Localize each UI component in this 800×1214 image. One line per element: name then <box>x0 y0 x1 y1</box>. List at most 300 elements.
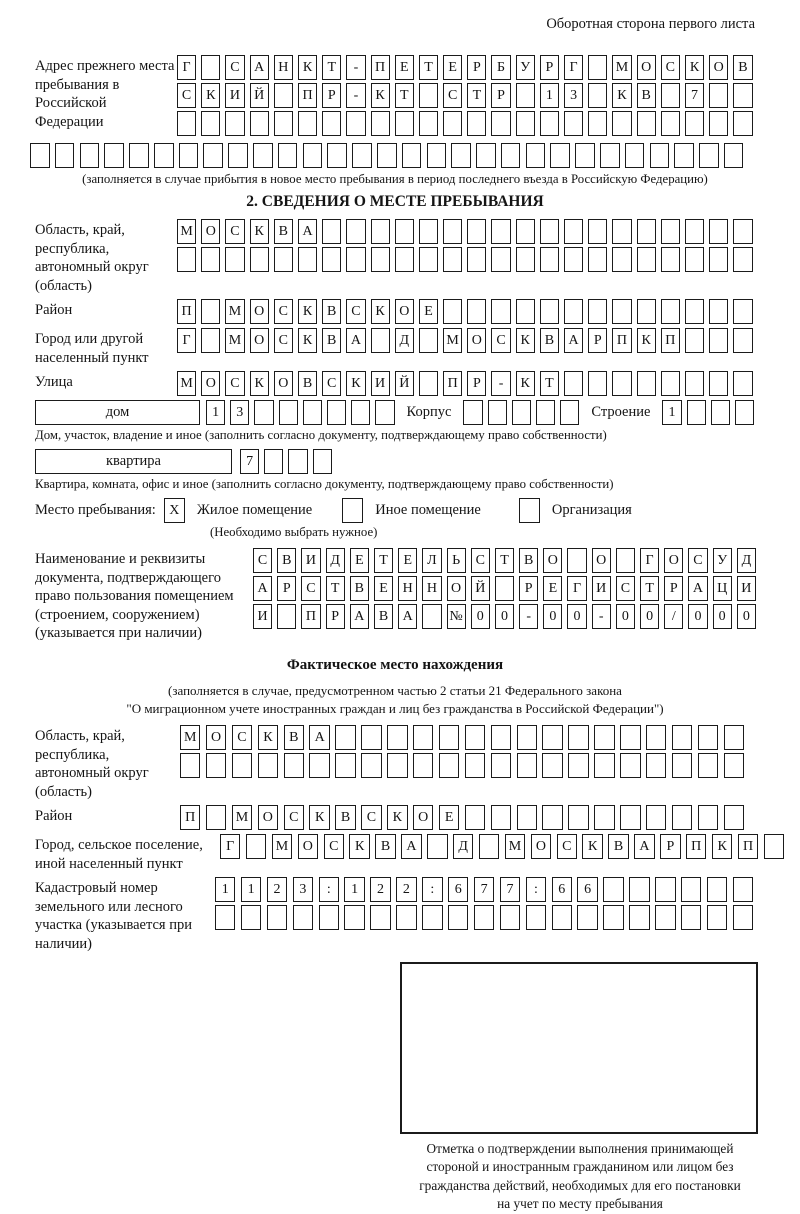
char-box <box>352 143 372 168</box>
char-box: К <box>258 725 278 750</box>
char-box: 1 <box>540 83 559 108</box>
char-box <box>346 247 365 272</box>
char-box: К <box>516 328 535 353</box>
char-box <box>733 111 752 136</box>
char-box: В <box>608 834 628 859</box>
char-box <box>564 371 583 396</box>
char-box <box>588 247 607 272</box>
char-box: К <box>298 299 317 324</box>
char-box: С <box>346 299 365 324</box>
char-box: С <box>225 371 244 396</box>
char-box: О <box>413 805 433 830</box>
char-box <box>254 400 273 425</box>
char-box <box>733 299 752 324</box>
region-row-2 <box>177 247 753 272</box>
char-box: П <box>371 55 390 80</box>
char-box: О <box>592 548 611 573</box>
char-box <box>427 143 447 168</box>
char-box: 7 <box>474 877 494 902</box>
char-box: Д <box>737 548 756 573</box>
char-box: О <box>637 55 656 80</box>
char-box <box>279 400 298 425</box>
char-box: И <box>301 548 320 573</box>
char-box <box>588 55 607 80</box>
char-box: К <box>612 83 631 108</box>
char-box <box>206 753 226 778</box>
char-box <box>395 111 414 136</box>
char-box <box>646 753 666 778</box>
char-box <box>419 83 438 108</box>
char-box <box>568 725 588 750</box>
char-box: 3 <box>230 400 249 425</box>
fact-region-row-2 <box>180 753 744 778</box>
text-line: стороной и иностранным гражданином или лицом без <box>426 1159 734 1175</box>
char-box: П <box>301 604 320 629</box>
char-box <box>253 143 273 168</box>
char-box <box>764 834 784 859</box>
char-box <box>443 111 462 136</box>
residential-checkbox: X <box>164 498 185 523</box>
char-box: В <box>322 328 341 353</box>
char-box <box>241 905 261 930</box>
char-box: О <box>467 328 486 353</box>
char-box: К <box>371 83 390 108</box>
char-box <box>709 111 728 136</box>
char-box <box>278 143 298 168</box>
region-block <box>35 219 755 295</box>
char-box <box>552 905 572 930</box>
char-box: 0 <box>567 604 586 629</box>
char-box <box>351 400 370 425</box>
char-box <box>735 400 754 425</box>
char-box: 0 <box>471 604 490 629</box>
stamp-caption <box>375 1140 785 1214</box>
char-box: В <box>375 834 395 859</box>
char-box: М <box>505 834 525 859</box>
apartment-row <box>240 449 332 474</box>
char-box <box>540 219 559 244</box>
char-box <box>491 111 510 136</box>
prev-address-rows <box>177 55 753 139</box>
char-box <box>387 753 407 778</box>
char-box: Е <box>374 576 393 601</box>
char-box <box>346 111 365 136</box>
char-box <box>491 219 510 244</box>
char-box <box>564 299 583 324</box>
char-box: Р <box>491 83 510 108</box>
char-box: В <box>298 371 317 396</box>
fact-section-title: Фактическое место нахождения <box>286 657 504 674</box>
char-box: С <box>301 576 320 601</box>
char-box <box>419 247 438 272</box>
char-box: Р <box>519 576 538 601</box>
char-box <box>661 111 680 136</box>
char-box: О <box>250 299 269 324</box>
char-box <box>733 83 752 108</box>
char-box <box>629 877 649 902</box>
char-box: С <box>557 834 577 859</box>
char-box: № <box>447 604 466 629</box>
cadastre-row-2 <box>215 905 753 930</box>
char-box: С <box>661 55 680 80</box>
char-box: А <box>250 55 269 80</box>
char-box: Г <box>564 55 583 80</box>
document-row-2 <box>253 576 756 601</box>
char-box: Г <box>177 328 196 353</box>
char-box: Т <box>640 576 659 601</box>
char-box: Р <box>467 371 486 396</box>
apartment-box: квартира <box>35 449 232 474</box>
char-box: С <box>471 548 490 573</box>
document-row-3 <box>253 604 756 629</box>
cadastre-row-1 <box>215 877 753 902</box>
char-box <box>500 905 520 930</box>
stroenie-label: Строение <box>591 404 651 421</box>
char-box: С <box>225 219 244 244</box>
char-box <box>672 805 692 830</box>
prev-address-row-3 <box>177 111 753 136</box>
city-label: Город или другой населенный пункт <box>35 331 149 366</box>
char-box: С <box>688 548 707 573</box>
char-box <box>733 247 752 272</box>
residential-label: Жилое помещение <box>196 502 313 519</box>
char-box: С <box>225 55 244 80</box>
char-box <box>517 725 537 750</box>
char-box <box>699 143 719 168</box>
char-box <box>646 805 666 830</box>
char-box <box>284 753 304 778</box>
char-box <box>451 143 471 168</box>
char-box <box>327 143 347 168</box>
apartment-note: Квартира, комната, офис и иное (заполнить согласно документу, подтверждающему право собственности) <box>35 477 614 492</box>
char-box <box>206 805 226 830</box>
char-box: В <box>335 805 355 830</box>
prev-address-row-2 <box>177 83 753 108</box>
char-box: Д <box>453 834 473 859</box>
char-box <box>588 219 607 244</box>
region-rows <box>177 219 753 275</box>
char-box: С <box>274 328 293 353</box>
char-box: О <box>531 834 551 859</box>
char-box <box>698 725 718 750</box>
char-box <box>564 247 583 272</box>
char-box <box>335 725 355 750</box>
char-box: 0 <box>688 604 707 629</box>
document-row-1 <box>253 548 756 573</box>
char-box <box>711 400 730 425</box>
char-box <box>612 371 631 396</box>
fact-city-label: Город, сельское поселение, иной населенный пункт <box>35 837 203 872</box>
char-box <box>685 247 704 272</box>
char-box: У <box>713 548 732 573</box>
char-box <box>201 328 220 353</box>
fact-region-label: Область, край, республика, автономный округ (область) <box>35 728 149 800</box>
char-box <box>616 548 635 573</box>
char-box <box>104 143 124 168</box>
char-box <box>474 905 494 930</box>
char-box <box>322 219 341 244</box>
char-box: Г <box>640 548 659 573</box>
char-box: В <box>637 83 656 108</box>
fact-region-rows <box>180 725 744 781</box>
char-box: Е <box>419 299 438 324</box>
char-box: М <box>443 328 462 353</box>
char-box <box>542 753 562 778</box>
char-box <box>371 111 390 136</box>
char-box <box>620 753 640 778</box>
char-box <box>637 247 656 272</box>
house-box: дом <box>35 400 200 425</box>
char-box: - <box>491 371 510 396</box>
char-box: О <box>201 371 220 396</box>
char-box: : <box>319 877 339 902</box>
char-box <box>512 400 531 425</box>
char-box <box>361 753 381 778</box>
char-box: В <box>374 604 393 629</box>
char-box: А <box>401 834 421 859</box>
char-box <box>620 725 640 750</box>
char-box <box>303 143 323 168</box>
char-box <box>179 143 199 168</box>
city-row <box>177 328 753 353</box>
char-box <box>620 805 640 830</box>
char-box: 1 <box>344 877 364 902</box>
char-box <box>733 371 752 396</box>
char-box: Р <box>326 604 345 629</box>
char-box <box>250 247 269 272</box>
char-box: О <box>206 725 226 750</box>
char-box <box>661 299 680 324</box>
char-box: - <box>519 604 538 629</box>
char-box <box>375 400 394 425</box>
char-box <box>201 55 220 80</box>
char-box: К <box>201 83 220 108</box>
char-box: В <box>274 219 293 244</box>
char-box <box>588 83 607 108</box>
char-box: : <box>526 877 546 902</box>
char-box <box>370 905 390 930</box>
char-box: М <box>225 328 244 353</box>
char-box <box>298 111 317 136</box>
house-line <box>35 400 755 425</box>
cadastre-block <box>35 877 755 953</box>
char-box <box>322 111 341 136</box>
char-box: П <box>180 805 200 830</box>
char-box: О <box>543 548 562 573</box>
document-block <box>35 548 755 643</box>
char-box <box>517 753 537 778</box>
char-box: Д <box>326 548 345 573</box>
char-box: И <box>737 576 756 601</box>
char-box <box>448 905 468 930</box>
char-box: 2 <box>267 877 287 902</box>
char-box: А <box>634 834 654 859</box>
char-box: И <box>225 83 244 108</box>
char-box <box>361 725 381 750</box>
char-box <box>733 328 752 353</box>
place-type-label: Место пребывания: <box>35 502 156 519</box>
char-box: М <box>177 219 196 244</box>
char-box <box>396 905 416 930</box>
char-box <box>661 219 680 244</box>
char-box: К <box>298 55 317 80</box>
char-box: Р <box>277 576 296 601</box>
cadastre-label: Кадастровый номер земельного или лесного участка (указывается при наличии) <box>35 880 192 953</box>
char-box: Р <box>588 328 607 353</box>
char-box: О <box>201 219 220 244</box>
region-label: Область, край, республика, автономный округ (область) <box>35 222 149 294</box>
char-box: Г <box>220 834 240 859</box>
char-box: О <box>298 834 318 859</box>
char-box: О <box>250 328 269 353</box>
char-box: 0 <box>737 604 756 629</box>
char-box <box>575 143 595 168</box>
char-box <box>228 143 248 168</box>
char-box <box>567 548 586 573</box>
char-box: Е <box>395 55 414 80</box>
char-box: О <box>274 371 293 396</box>
street-label: Улица <box>35 374 73 391</box>
char-box: 3 <box>293 877 313 902</box>
char-box <box>293 905 313 930</box>
region-row-1 <box>177 219 753 244</box>
char-box <box>594 805 614 830</box>
city-block <box>35 328 755 367</box>
char-box: Р <box>467 55 486 80</box>
char-box <box>419 371 438 396</box>
char-box: К <box>309 805 329 830</box>
char-box: А <box>564 328 583 353</box>
char-box: А <box>350 604 369 629</box>
char-box: В <box>350 576 369 601</box>
char-box <box>516 111 535 136</box>
fact-region-block <box>35 725 755 801</box>
char-box: 2 <box>370 877 390 902</box>
char-box <box>685 219 704 244</box>
char-box: Ь <box>447 548 466 573</box>
char-box: 6 <box>577 877 597 902</box>
char-box: Р <box>322 83 341 108</box>
char-box <box>600 143 620 168</box>
char-box <box>422 604 441 629</box>
organization-label: Организация <box>551 502 632 519</box>
char-box: С <box>253 548 272 573</box>
char-box <box>55 143 75 168</box>
section2-title: 2. СВЕДЕНИЯ О МЕСТЕ ПРЕБЫВАНИЯ <box>246 193 544 210</box>
char-box: О <box>447 576 466 601</box>
char-box: М <box>612 55 631 80</box>
stroenie-row <box>662 400 754 425</box>
char-box: 6 <box>448 877 468 902</box>
char-box <box>309 753 329 778</box>
char-box <box>419 111 438 136</box>
char-box <box>681 905 701 930</box>
char-box <box>443 247 462 272</box>
char-box <box>177 247 196 272</box>
char-box <box>577 905 597 930</box>
organization-checkbox <box>519 498 540 523</box>
char-box <box>526 143 546 168</box>
char-box: Т <box>540 371 559 396</box>
char-box <box>672 753 692 778</box>
char-box: М <box>232 805 252 830</box>
char-box <box>685 328 704 353</box>
char-box <box>322 247 341 272</box>
char-box <box>443 299 462 324</box>
char-box <box>516 219 535 244</box>
prev-address-row-4 <box>30 143 755 168</box>
char-box: 7 <box>500 877 520 902</box>
char-box <box>180 753 200 778</box>
cadastre-rows <box>215 877 753 933</box>
char-box <box>724 805 744 830</box>
house-note: Дом, участок, владение и иное (заполнить согласно документу, подтверждающему право собственности) <box>35 428 607 443</box>
char-box: Н <box>274 55 293 80</box>
text-line: Отметка о подтверждении выполнения принимающей <box>426 1140 734 1156</box>
char-box: И <box>371 371 390 396</box>
char-box <box>467 299 486 324</box>
char-box: С <box>284 805 304 830</box>
char-box: 1 <box>662 400 681 425</box>
char-box <box>709 328 728 353</box>
char-box <box>371 328 390 353</box>
char-box <box>540 247 559 272</box>
char-box <box>564 219 583 244</box>
page-side-note: Оборотная сторона первого листа <box>546 16 755 32</box>
char-box: Т <box>495 548 514 573</box>
street-row <box>177 371 753 396</box>
char-box: Е <box>398 548 417 573</box>
char-box <box>588 111 607 136</box>
char-box: К <box>349 834 369 859</box>
char-box: Е <box>443 55 462 80</box>
char-box <box>733 877 753 902</box>
char-box <box>246 834 266 859</box>
char-box <box>154 143 174 168</box>
char-box <box>439 753 459 778</box>
char-box: - <box>592 604 611 629</box>
char-box <box>661 83 680 108</box>
char-box <box>594 725 614 750</box>
char-box: С <box>616 576 635 601</box>
char-box: С <box>322 371 341 396</box>
char-box <box>201 247 220 272</box>
char-box <box>687 400 706 425</box>
char-box <box>491 805 511 830</box>
char-box: Р <box>664 576 683 601</box>
char-box <box>681 877 701 902</box>
char-box: 7 <box>685 83 704 108</box>
char-box: И <box>592 576 611 601</box>
char-box <box>685 371 704 396</box>
char-box <box>419 328 438 353</box>
char-box <box>646 725 666 750</box>
char-box: Й <box>395 371 414 396</box>
char-box: П <box>738 834 758 859</box>
char-box: Д <box>395 328 414 353</box>
fact-note-2: "О миграционном учете иностранных граждан и лиц без гражданства в Российской Федерации") <box>126 700 664 716</box>
char-box <box>637 371 656 396</box>
other-premises-checkbox <box>342 498 363 523</box>
char-box <box>419 219 438 244</box>
char-box: 1 <box>215 877 235 902</box>
char-box <box>707 877 727 902</box>
char-box: С <box>324 834 344 859</box>
char-box: Й <box>250 83 269 108</box>
char-box <box>465 753 485 778</box>
char-box <box>540 111 559 136</box>
fact-city-block <box>35 834 755 873</box>
